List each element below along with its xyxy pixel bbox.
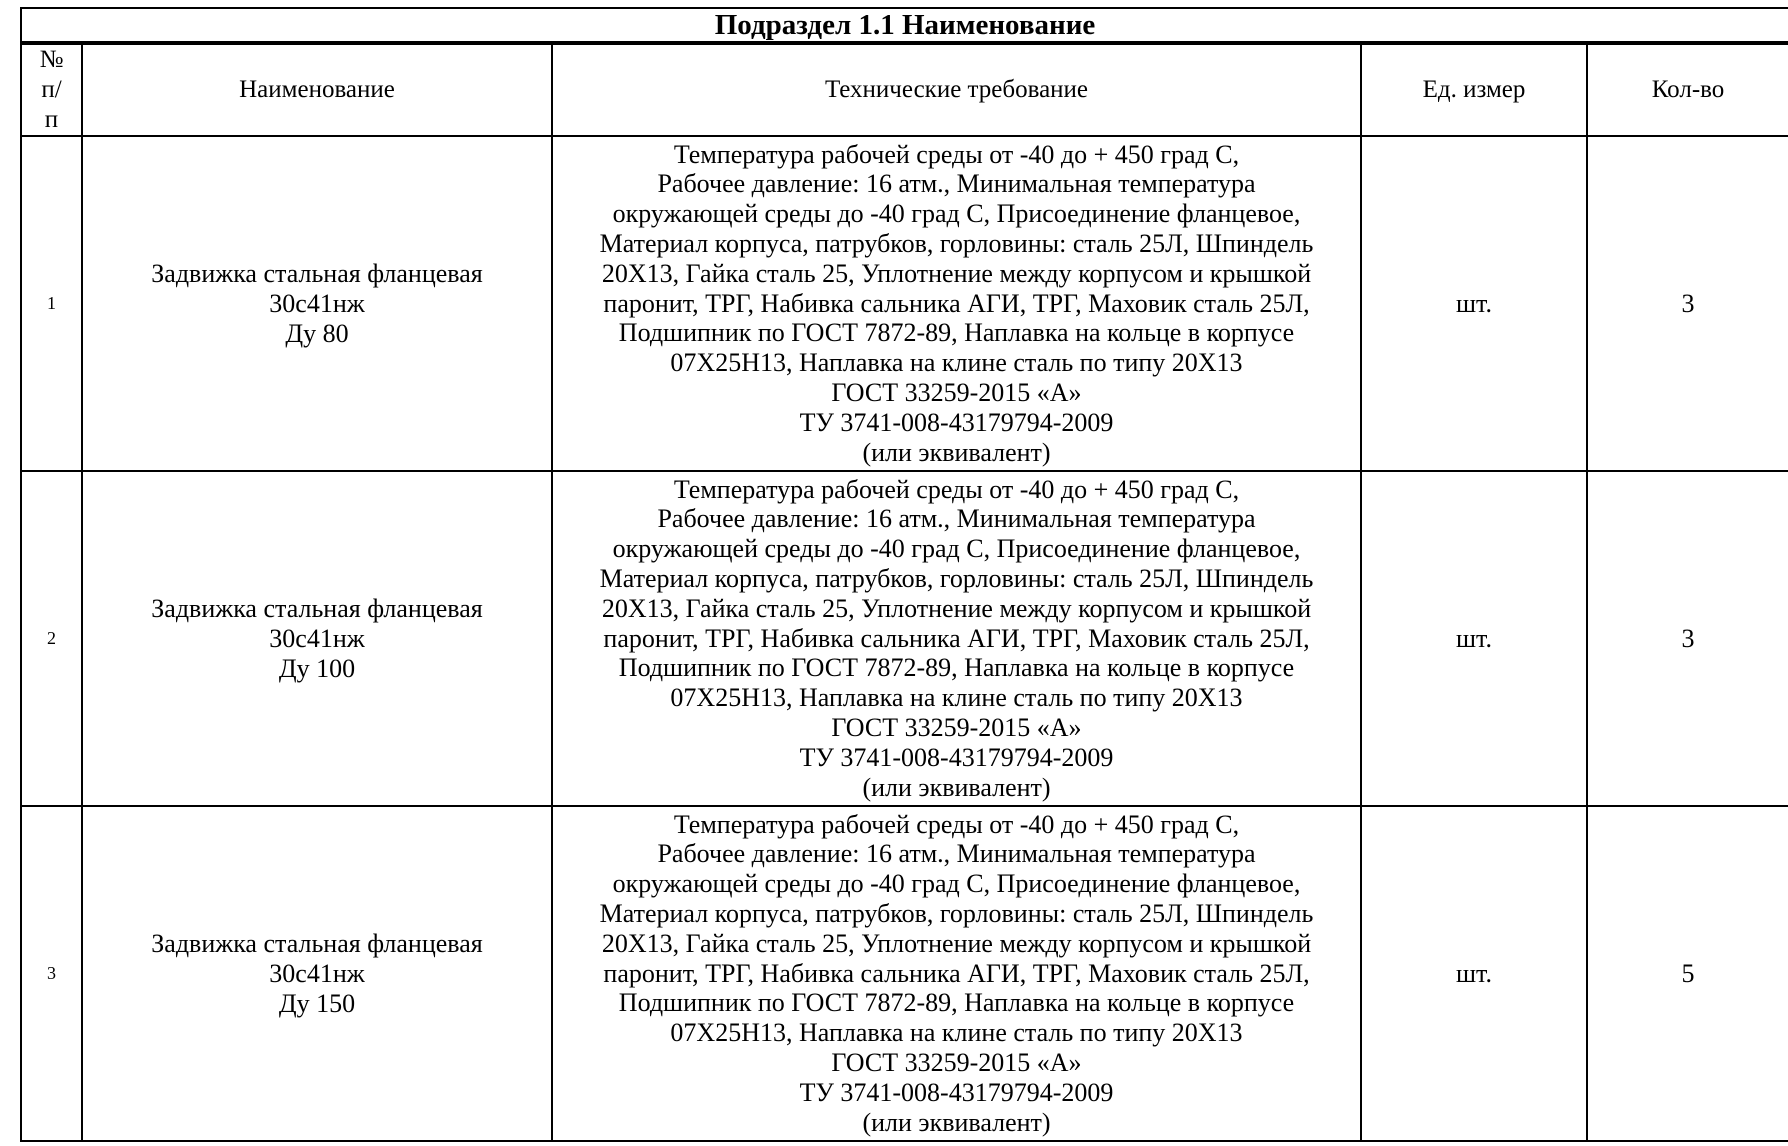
item-name: Задвижка стальная фланцевая 30с41нж Ду 100 — [82, 471, 552, 806]
header-name: Наименование — [82, 43, 552, 136]
row-number: 1 — [21, 136, 82, 471]
table-row — [21, 806, 1788, 1141]
subsection-title: Подраздел 1.1 Наименование — [21, 8, 1788, 43]
header-technical-requirements: Технические требование — [552, 43, 1361, 136]
specification-table — [20, 7, 1788, 1142]
row-number: 2 — [21, 471, 82, 806]
header-number: № п/ п — [21, 43, 82, 136]
item-name: Задвижка стальная фланцевая 30с41нж Ду 80 — [82, 136, 552, 471]
header-row — [21, 43, 1788, 136]
quantity: 5 — [1587, 806, 1788, 1141]
technical-requirements: Температура рабочей среды от -40 до + 450 град С, Рабочее давление: 16 атм., Минимальная температура окружающей среды до -40 град С, Присоединение фланцевое, Материал корпуса, патрубков, горловины: сталь 25Л, Шпиндель 20Х13, Гайка сталь 25, Уплотнение между корпусом и крышкой паронит, ТРГ, Набивка сальника АГИ, ТРГ, Маховик сталь 25Л, Подшипник по ГОСТ 7872-89, Наплавка на кольце в корпусе 07Х25Н13, Наплавка на клине сталь по типу 20Х13 ГОСТ 33259-2015 «А» ТУ 3741-008-43179794-2009 (или эквивалент) — [552, 136, 1361, 471]
header-unit: Ед. измер — [1361, 43, 1587, 136]
technical-requirements: Температура рабочей среды от -40 до + 450 град С, Рабочее давление: 16 атм., Минимальная температура окружающей среды до -40 град С, Присоединение фланцевое, Материал корпуса, патрубков, горловины: сталь 25Л, Шпиндель 20Х13, Гайка сталь 25, Уплотнение между корпусом и крышкой паронит, ТРГ, Набивка сальника АГИ, ТРГ, Маховик сталь 25Л, Подшипник по ГОСТ 7872-89, Наплавка на кольце в корпусе 07Х25Н13, Наплавка на клине сталь по типу 20Х13 ГОСТ 33259-2015 «А» ТУ 3741-008-43179794-2009 (или эквивалент) — [552, 471, 1361, 806]
technical-requirements: Температура рабочей среды от -40 до + 450 град С, Рабочее давление: 16 атм., Минимальная температура окружающей среды до -40 град С, Присоединение фланцевое, Материал корпуса, патрубков, горловины: сталь 25Л, Шпиндель 20Х13, Гайка сталь 25, Уплотнение между корпусом и крышкой паронит, ТРГ, Набивка сальника АГИ, ТРГ, Маховик сталь 25Л, Подшипник по ГОСТ 7872-89, Наплавка на кольце в корпусе 07Х25Н13, Наплавка на клине сталь по типу 20Х13 ГОСТ 33259-2015 «А» ТУ 3741-008-43179794-2009 (или эквивалент) — [552, 806, 1361, 1141]
unit-of-measure: шт. — [1361, 471, 1587, 806]
unit-of-measure: шт. — [1361, 806, 1587, 1141]
unit-of-measure: шт. — [1361, 136, 1587, 471]
table-row — [21, 136, 1788, 471]
table-row — [21, 471, 1788, 806]
quantity: 3 — [1587, 471, 1788, 806]
header-quantity: Кол-во — [1587, 43, 1788, 136]
row-number: 3 — [21, 806, 82, 1141]
item-name: Задвижка стальная фланцевая 30с41нж Ду 150 — [82, 806, 552, 1141]
quantity: 3 — [1587, 136, 1788, 471]
